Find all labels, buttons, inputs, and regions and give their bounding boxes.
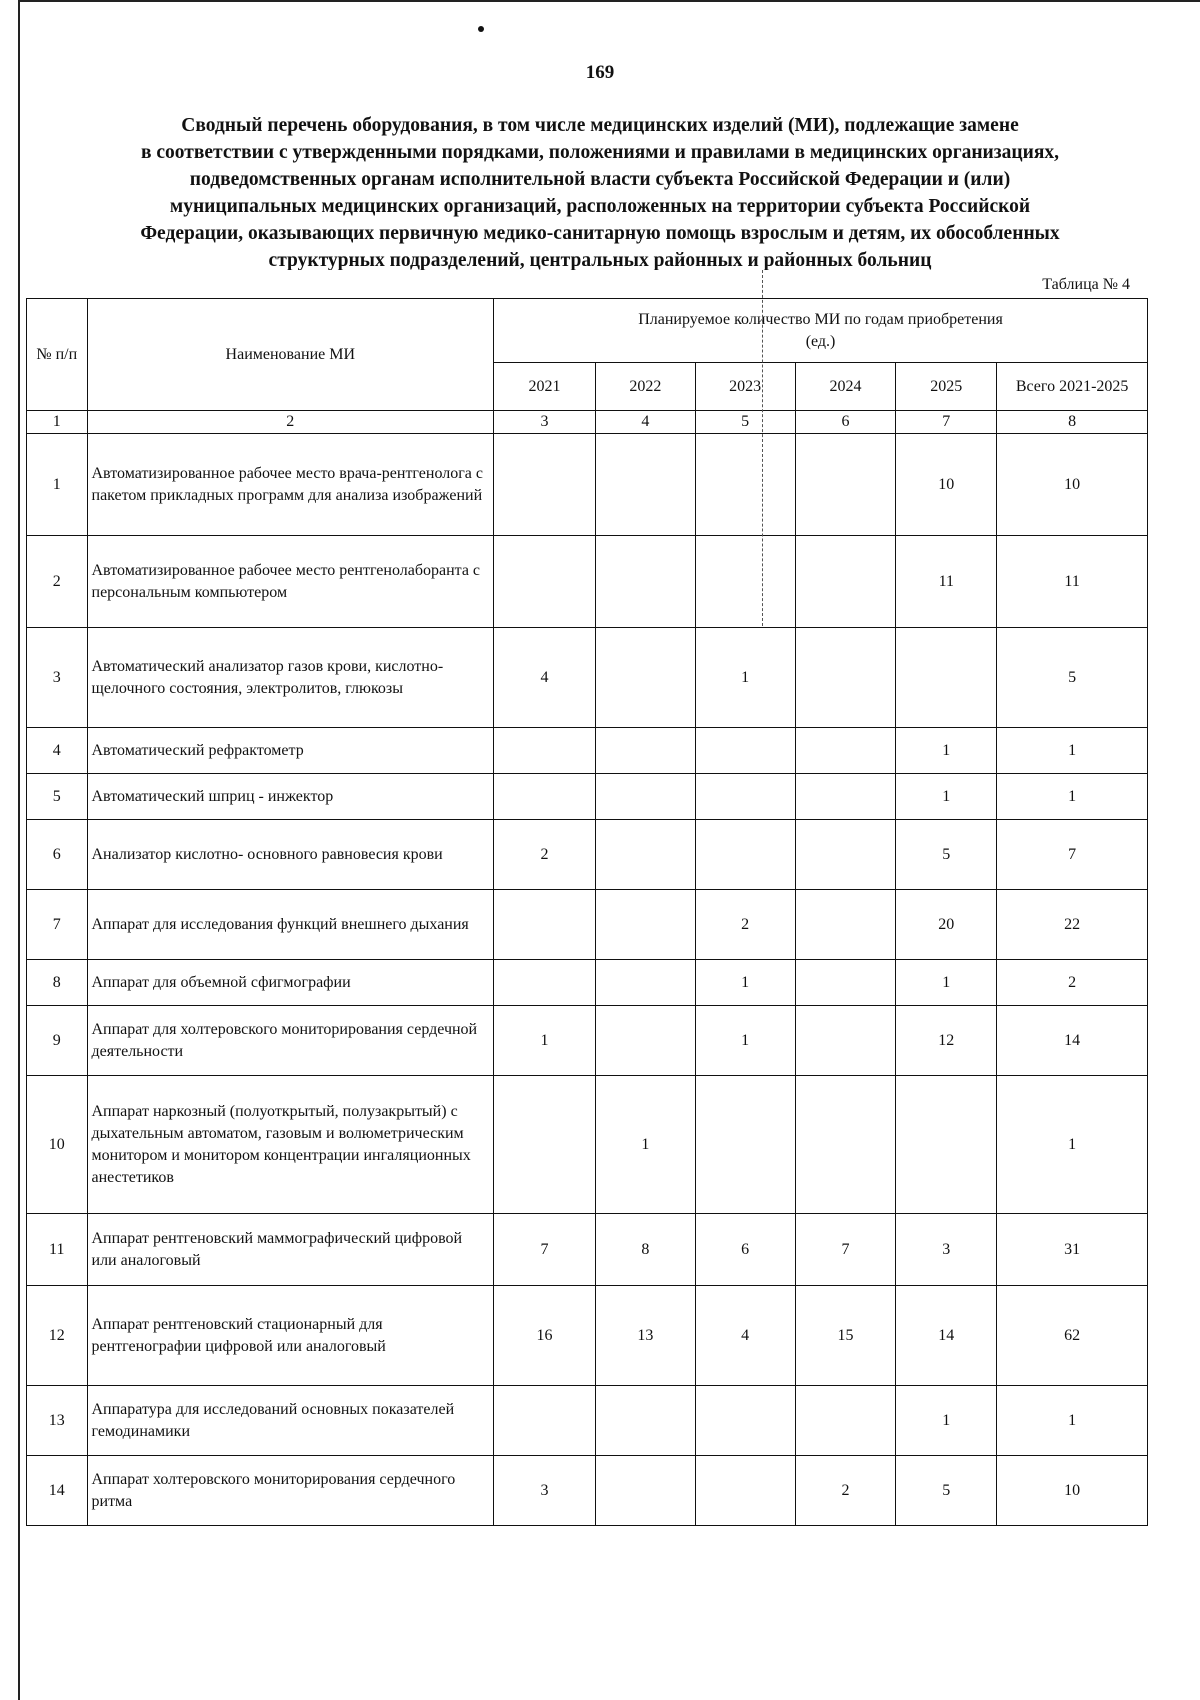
cell-y2021 <box>494 890 596 960</box>
title-line: Федерации, оказывающих первичную медико-санитарную помощь взрослым и детям, их обособленных <box>140 223 1060 244</box>
table-row <box>27 434 1148 536</box>
cell-y2023: 2 <box>695 890 795 960</box>
cell-y2023 <box>695 728 795 774</box>
cell-y2021 <box>494 960 596 1006</box>
title-line: структурных подразделений, центральных районных и районных больниц <box>268 250 932 270</box>
cell-y2024 <box>795 820 896 890</box>
cell-num: 6 <box>27 820 88 890</box>
column-number: 1 <box>27 411 88 434</box>
cell-y2023: 4 <box>695 1286 795 1386</box>
title-line: подведомственных органам исполнительной власти субъекта Российской Федерации и (или) <box>189 169 1011 190</box>
table-body <box>27 434 1148 1526</box>
cell-y2021 <box>494 1386 596 1456</box>
cell-num: 2 <box>27 536 88 628</box>
cell-name: Автоматический анализатор газов крови, кислотно-щелочного состояния, электролитов, глюкозы <box>87 628 494 728</box>
cell-y2024 <box>795 774 896 820</box>
cell-y2025 <box>896 1076 997 1214</box>
cell-y2023 <box>695 1076 795 1214</box>
column-number: 3 <box>494 411 596 434</box>
table-row <box>27 960 1148 1006</box>
column-number: 5 <box>695 411 795 434</box>
page-border-left <box>18 0 20 1700</box>
cell-y2022 <box>595 1386 695 1456</box>
table-row <box>27 1076 1148 1214</box>
table-row <box>27 1286 1148 1386</box>
column-number: 7 <box>896 411 997 434</box>
cell-y2023: 1 <box>695 1006 795 1076</box>
cell-y2023 <box>695 1386 795 1456</box>
title-line: в соответствии с утвержденными порядками, положениями и правилами в медицинских организациях, <box>140 142 1060 163</box>
cell-name: Аппарат холтеровского мониторирования сердечного ритма <box>87 1456 494 1526</box>
cell-y2024 <box>795 434 896 536</box>
header-total: Всего 2021-2025 <box>997 363 1148 411</box>
cell-name: Автоматический рефрактометр <box>87 728 494 774</box>
cell-name: Автоматизированное рабочее место врача-рентгенолога с пакетом прикладных программ для анализа изображений <box>87 434 494 536</box>
column-number: 6 <box>795 411 896 434</box>
cell-name: Аппарат рентгеновский стационарный для рентгенографии цифровой или аналоговый <box>87 1286 494 1386</box>
cell-y2022 <box>595 1006 695 1076</box>
cell-y2023: 1 <box>695 960 795 1006</box>
cell-num: 11 <box>27 1214 88 1286</box>
cell-y2025 <box>896 628 997 728</box>
cell-y2025: 20 <box>896 890 997 960</box>
cell-y2022 <box>595 628 695 728</box>
cell-y2022 <box>595 890 695 960</box>
cell-name: Аппарат рентгеновский маммографический цифровой или аналоговый <box>87 1214 494 1286</box>
cell-y2021 <box>494 774 596 820</box>
cell-total: 10 <box>997 1456 1148 1526</box>
cell-y2024 <box>795 890 896 960</box>
scan-fold-line <box>762 270 763 626</box>
cell-y2021: 2 <box>494 820 596 890</box>
header-planned-unit: (ед.) <box>805 332 836 350</box>
cell-num: 13 <box>27 1386 88 1456</box>
cell-y2021 <box>494 1076 596 1214</box>
cell-y2021: 7 <box>494 1214 596 1286</box>
cell-y2024 <box>795 536 896 628</box>
cell-y2025: 5 <box>896 1456 997 1526</box>
cell-y2021: 4 <box>494 628 596 728</box>
cell-y2025: 1 <box>896 960 997 1006</box>
cell-y2022 <box>595 1456 695 1526</box>
cell-y2024 <box>795 960 896 1006</box>
cell-total: 1 <box>997 1386 1148 1456</box>
cell-y2023: 1 <box>695 628 795 728</box>
table-row <box>27 1386 1148 1456</box>
cell-total: 5 <box>997 628 1148 728</box>
cell-num: 8 <box>27 960 88 1006</box>
cell-num: 7 <box>27 890 88 960</box>
cell-y2022: 8 <box>595 1214 695 1286</box>
cell-name: Аппарат для холтеровского мониторирования сердечной деятельности <box>87 1006 494 1076</box>
cell-total: 22 <box>997 890 1148 960</box>
cell-y2022 <box>595 960 695 1006</box>
cell-num: 1 <box>27 434 88 536</box>
cell-y2022 <box>595 536 695 628</box>
cell-y2022: 13 <box>595 1286 695 1386</box>
cell-num: 10 <box>27 1076 88 1214</box>
cell-total: 10 <box>997 434 1148 536</box>
cell-num: 4 <box>27 728 88 774</box>
cell-y2021 <box>494 434 596 536</box>
cell-y2022 <box>595 728 695 774</box>
cell-total: 1 <box>997 1076 1148 1214</box>
cell-y2024: 15 <box>795 1286 896 1386</box>
table-row <box>27 628 1148 728</box>
cell-y2024 <box>795 1076 896 1214</box>
cell-name: Автоматический шприц - инжектор <box>87 774 494 820</box>
cell-y2025: 1 <box>896 774 997 820</box>
cell-y2021 <box>494 536 596 628</box>
cell-total: 2 <box>997 960 1148 1006</box>
title-line: Сводный перечень оборудования, в том числе медицинских изделий (МИ), подлежащие замене <box>181 115 1019 136</box>
cell-total: 1 <box>997 728 1148 774</box>
cell-y2025: 12 <box>896 1006 997 1076</box>
cell-y2025: 11 <box>896 536 997 628</box>
equipment-table <box>26 298 1148 1526</box>
cell-total: 7 <box>997 820 1148 890</box>
header-year: 2024 <box>795 363 896 411</box>
cell-name: Аппарат для объемной сфигмографии <box>87 960 494 1006</box>
table-row <box>27 1214 1148 1286</box>
header-year: 2021 <box>494 363 596 411</box>
cell-total: 62 <box>997 1286 1148 1386</box>
header-name: Наименование МИ <box>87 299 494 411</box>
cell-total: 1 <box>997 774 1148 820</box>
cell-y2023 <box>695 820 795 890</box>
cell-y2025: 1 <box>896 1386 997 1456</box>
page-border-top <box>18 0 1200 2</box>
cell-y2021 <box>494 728 596 774</box>
table-row <box>27 1006 1148 1076</box>
column-number: 2 <box>87 411 494 434</box>
cell-y2023 <box>695 1456 795 1526</box>
cell-y2025: 14 <box>896 1286 997 1386</box>
column-number: 8 <box>997 411 1148 434</box>
table-row <box>27 774 1148 820</box>
table-row <box>27 728 1148 774</box>
scan-dot <box>478 26 484 32</box>
cell-name: Аппарат наркозный (полуоткрытый, полузакрытый) с дыхательным автоматом, газовым и волюметрическим монитором и монитором концентрации ингаляционных анестетиков <box>87 1076 494 1214</box>
cell-y2022: 1 <box>595 1076 695 1214</box>
cell-num: 5 <box>27 774 88 820</box>
cell-name: Анализатор кислотно- основного равновесия крови <box>87 820 494 890</box>
header-num: № п/п <box>27 299 88 411</box>
cell-y2023 <box>695 774 795 820</box>
page-number: 169 <box>585 62 615 83</box>
cell-y2024 <box>795 628 896 728</box>
cell-total: 14 <box>997 1006 1148 1076</box>
header-year: 2023 <box>695 363 795 411</box>
header-planned-text: Планируемое количество МИ по годам приобретения <box>638 310 1003 328</box>
cell-y2022 <box>595 434 695 536</box>
cell-name: Аппарат для исследования функций внешнего дыхания <box>87 890 494 960</box>
cell-num: 12 <box>27 1286 88 1386</box>
cell-num: 14 <box>27 1456 88 1526</box>
cell-y2023 <box>695 536 795 628</box>
cell-y2021: 16 <box>494 1286 596 1386</box>
table-row <box>27 536 1148 628</box>
table-row <box>27 890 1148 960</box>
cell-y2024: 7 <box>795 1214 896 1286</box>
cell-y2023 <box>695 434 795 536</box>
table-row <box>27 820 1148 890</box>
cell-y2022 <box>595 820 695 890</box>
header-planned <box>494 299 1148 363</box>
cell-num: 9 <box>27 1006 88 1076</box>
cell-y2024 <box>795 1006 896 1076</box>
cell-name: Аппаратура для исследований основных показателей гемодинамики <box>87 1386 494 1456</box>
cell-name: Автоматизированное рабочее место рентгенолаборанта с персональным компьютером <box>87 536 494 628</box>
header-year: 2025 <box>896 363 997 411</box>
column-number: 4 <box>595 411 695 434</box>
header-year: 2022 <box>595 363 695 411</box>
cell-y2022 <box>595 774 695 820</box>
cell-y2024 <box>795 1386 896 1456</box>
cell-y2024: 2 <box>795 1456 896 1526</box>
cell-num: 3 <box>27 628 88 728</box>
table-row <box>27 1456 1148 1526</box>
cell-y2023: 6 <box>695 1214 795 1286</box>
cell-y2021: 1 <box>494 1006 596 1076</box>
cell-y2025: 1 <box>896 728 997 774</box>
table-label: Таблица № 4 <box>1042 276 1130 293</box>
cell-y2025: 3 <box>896 1214 997 1286</box>
cell-total: 11 <box>997 536 1148 628</box>
cell-y2025: 5 <box>896 820 997 890</box>
title-line: муниципальных медицинских организаций, расположенных на территории субъекта Российской <box>169 196 1031 217</box>
cell-y2024 <box>795 728 896 774</box>
cell-y2025: 10 <box>896 434 997 536</box>
cell-y2021: 3 <box>494 1456 596 1526</box>
document-title <box>40 112 1160 270</box>
cell-total: 31 <box>997 1214 1148 1286</box>
